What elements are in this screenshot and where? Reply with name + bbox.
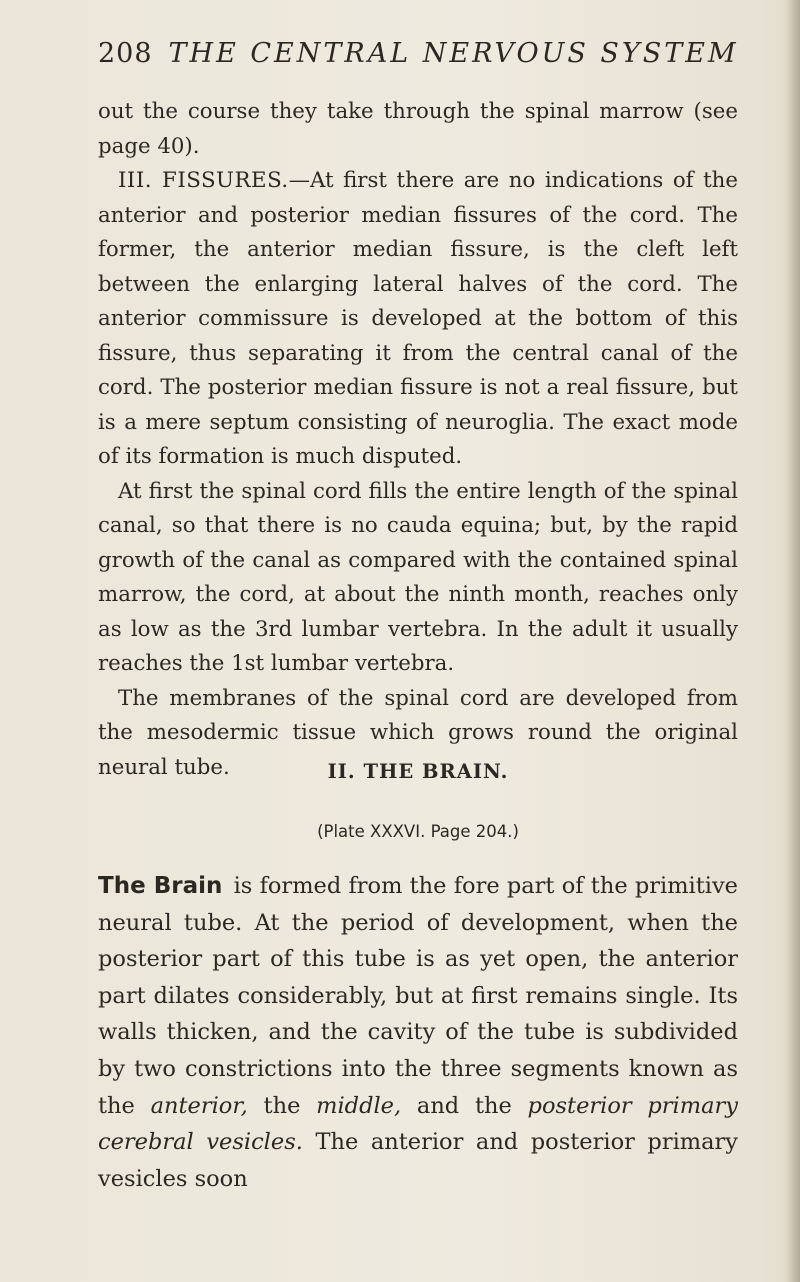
fissures-text: —At first there are no indications of the anterior and posterior median fissures of the cord. The former, the anterior median fissure, is the cleft left between the enlarging lateral halves of the cord. The anterior commissure is developed at the bottom of this fissure, thus separating it from the central canal of the cord. The posterior median fissure is not a real fissure, but is a mere septum consisting of neuroglia. The exact mode of its formation is much disputed. — [98, 168, 738, 469]
lead-word: The Brain — [98, 873, 223, 899]
page-edge-shadow — [786, 0, 800, 1282]
plate-reference: (Plate XXXVI. Page 204.) — [317, 822, 519, 841]
paragraph-brain — [98, 868, 738, 1197]
brain-text-b: the — [247, 1092, 317, 1119]
page-number: 208 — [98, 38, 153, 69]
paragraph-fissures — [98, 164, 738, 475]
fissures-heading: III. FISSURES. — [118, 168, 289, 193]
term-middle: middle, — [316, 1092, 402, 1119]
section-heading: II. THE BRAIN. — [327, 760, 509, 783]
term-anterior: anterior, — [150, 1092, 248, 1119]
paragraph-continuation: out the course they take through the spinal marrow (see page 40). — [98, 99, 738, 159]
running-title: THE CENTRAL NERVOUS SYSTEM — [168, 38, 739, 69]
spinal-cord-text — [98, 95, 738, 785]
paragraph-cord-length: At first the spinal cord fills the entire length of the spinal canal, so that there is no cauda equina; but, by the rapid growth of the canal as compared with the contained spinal marrow, the cord, at about the ninth month, reaches only as low as the 3rd lumbar vertebra. In the adult it usually reaches the 1st lumbar vertebra. — [98, 478, 738, 676]
brain-text-a: is formed from the fore part of the primitive neural tube. At the period of development, when the posterior part of this tube is as yet open, the anterior part dilates considerably, but at first remains single. Its walls thicken, and the cavity of the tube is subdivided by two constrictions into the three segments known as the — [98, 873, 738, 1119]
brain-text — [98, 868, 738, 1197]
brain-text-d: The anterior and posterior primary vesicles soon — [98, 1129, 739, 1192]
term-posterior: posterior primary cerebral vesicles. — [98, 1092, 738, 1156]
running-header — [98, 38, 738, 69]
paragraph-membranes: The membranes of the spinal cord are developed from the mesodermic tissue which grows round the original neural tube. — [98, 685, 738, 780]
brain-text-c: and the — [401, 1092, 528, 1119]
